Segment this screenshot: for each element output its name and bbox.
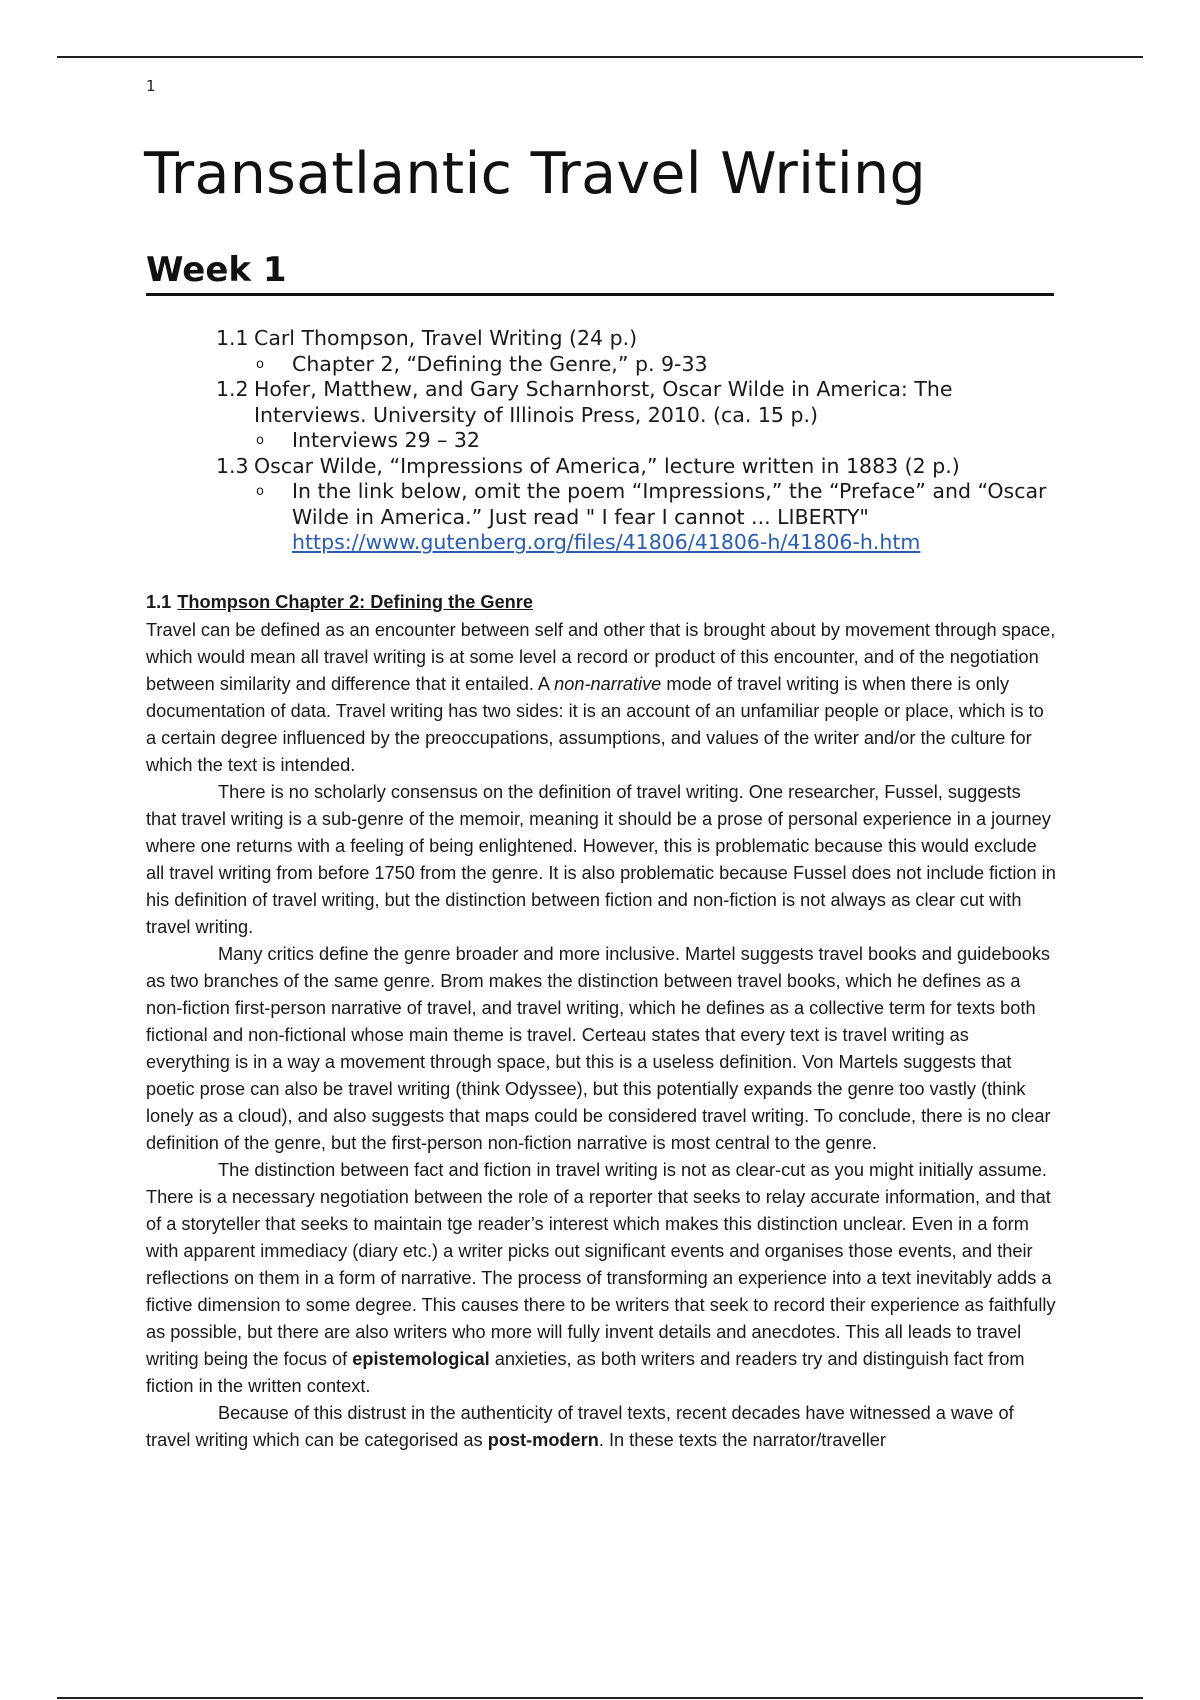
emphasis-term: non-narrative xyxy=(554,674,662,694)
paragraph-4 xyxy=(146,1157,1056,1400)
paragraph-text: Travel can be defined as an encounter between self and other that is brought about by movement through space, which would mean all travel writing is at some level a record or product of this encounter, and of the negotiation between similarity and difference that it entailed. A xyxy=(146,620,1056,694)
section-title: Thompson Chapter 2: Defining the Genre xyxy=(177,592,533,612)
header-rule xyxy=(57,56,1143,58)
bold-term: post-modern xyxy=(487,1430,599,1450)
paragraph-2: There is no scholarly consensus on the definition of travel writing. One researcher, Fussel, suggests that travel writing is a sub-genre of the memoir, meaning it should be a prose of personal experience in a journey where one returns with a feeling of being enlightened. However, this is problematic because this would exclude all travel writing from before 1750 from the genre. It is also problematic because Fussel does not include fiction in his definition of travel writing, but the distinction between fiction and non-fiction is not always as clear cut with travel writing. xyxy=(146,782,1056,937)
section-heading xyxy=(146,589,1056,616)
paragraph-3: Many critics define the genre broader and more inclusive. Martel suggests travel books and guidebooks as two branches of the same genre. Brom makes the distinction between travel books, which he defines as a non-fiction first-person narrative of travel, and travel writing, which he defines as a collective term for texts both fictional and non-fictional whose main theme is travel. Certeau states that every text is travel writing as everything is in a way a movement through space, but this is a useless definition. Von Martels suggests that poetic prose can also be travel writing (think Odyssee), but this potentially expands the genre too vastly (think lonely as a cloud), and also suggests that maps could be considered travel writing. To conclude, there is no clear definition of the genre, but the first-person non-fiction narrative is most central to the genre. xyxy=(146,944,1051,1153)
reading-list-subitem xyxy=(216,479,1056,556)
chapter-summary xyxy=(146,589,1056,1454)
week-heading: Week 1 xyxy=(146,250,1054,296)
paragraph-text: anxieties, as both writers and readers try and distinguish fact from fiction in the written context. xyxy=(146,1349,1025,1396)
paragraph-text: mode of travel writing is when there is only documentation of data. Travel writing has two sides: it is an account of an unfamiliar people or place, which is to a certain degree influenced by the preoccupations, assumptions, and values of the writer and/or the culture for which the text is intended. xyxy=(146,674,1044,775)
section-number: 1.1 xyxy=(146,592,172,612)
subitem-text: Chapter 2, “Defining the Genre,” p. 9-33 xyxy=(292,351,708,376)
reading-list-item xyxy=(216,454,1056,480)
bullet-icon: o xyxy=(256,356,264,372)
list-item-text: Hofer, Matthew, and Gary Scharnhorst, Oscar Wilde in America: The Interviews. University of Illinois Press, 2010. (ca. 15 p.) xyxy=(254,377,953,427)
paragraph-text: Because of this distrust in the authenticity of travel texts, recent decades have witnessed a wave of travel writing which can be categorised as xyxy=(146,1403,1014,1450)
list-item-text: Carl Thompson, Travel Writing (24 p.) xyxy=(254,326,638,350)
list-number: 1.1 xyxy=(216,326,249,350)
paragraph-1 xyxy=(146,617,1056,779)
bullet-icon: o xyxy=(256,433,264,448)
bold-term: epistemological xyxy=(352,1349,490,1369)
reading-list xyxy=(216,326,1056,556)
paragraph-text: The distinction between fact and fiction in travel writing is not as clear-cut as you might initially assume. There is a necessary negotiation between the role of a reporter that seeks to relay accurate information, and that of a storyteller that seeks to maintain tge reader’s interest which makes this distinction unclear. Even in a form with apparent immediacy (diary etc.) a writer picks out significant events and organises those events, and their reflections on them in a form of narrative. The process of transforming an experience into a text inevitably adds a fictive dimension to some degree. This causes there to be writers that seek to record their experience as faithfully as possible, but there are also writers who more will fully invent details and anecdotes. This all leads to travel writing being the focus of xyxy=(146,1160,1056,1369)
reading-list-item xyxy=(216,326,1056,352)
paragraph-text: . In these texts the narrator/traveller xyxy=(598,1430,886,1450)
reading-list-item xyxy=(216,377,1056,428)
reading-list-subitem xyxy=(216,428,1056,454)
bullet-icon: o xyxy=(256,484,264,499)
reading-list-subitem xyxy=(216,352,1056,378)
subitem-text: In the link below, omit the poem “Impressions,” the “Preface” and “Oscar Wilde in America.” Just read " I fear I cannot ... LIBERTY" xyxy=(292,479,1047,529)
list-number: 1.2 xyxy=(216,377,249,401)
document-title: Transatlantic Travel Writing xyxy=(144,141,926,207)
list-number: 1.3 xyxy=(216,453,249,478)
paragraph-5 xyxy=(146,1400,1056,1454)
subitem-text: Interviews 29 – 32 xyxy=(292,428,480,452)
footer-rule xyxy=(57,1697,1143,1699)
page-number: 1 xyxy=(146,77,156,95)
subitem-text-with-link xyxy=(292,479,1056,556)
gutenberg-link[interactable]: https://www.gutenberg.org/files/41806/41806-h/41806-h.htm xyxy=(292,530,921,554)
list-item-text: Oscar Wilde, “Impressions of America,” lecture written in 1883 (2 p.) xyxy=(254,453,960,478)
